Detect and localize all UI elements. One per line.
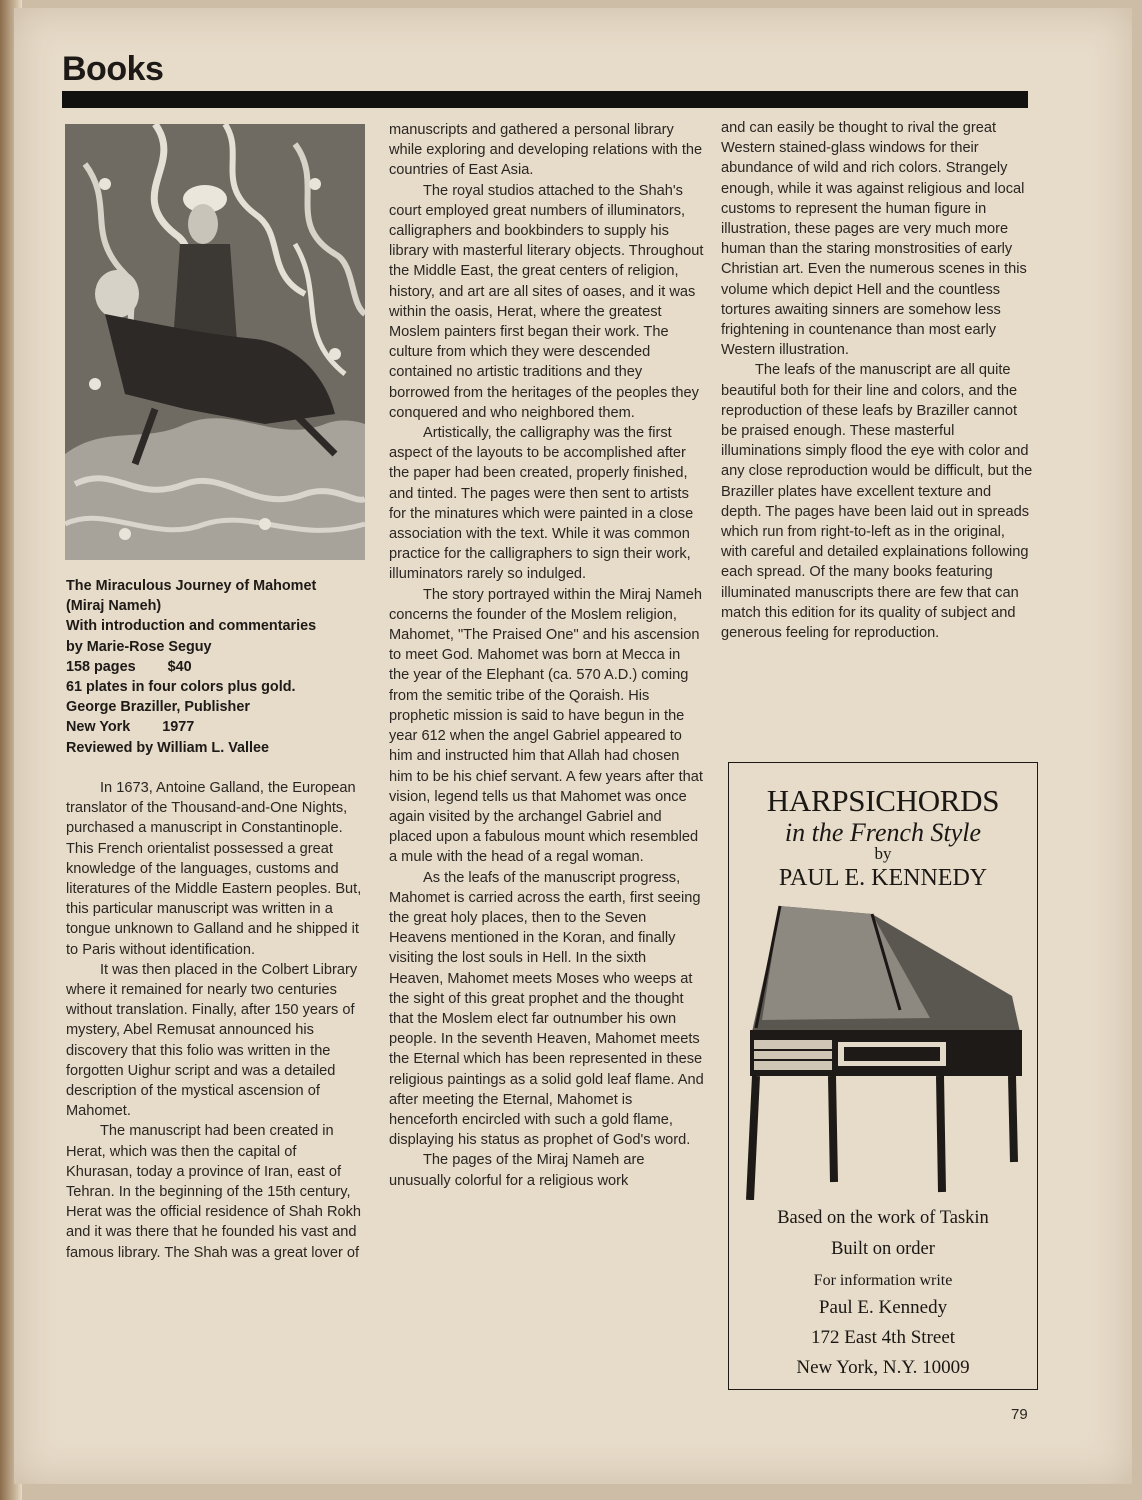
book-place-year: New York 1977 (66, 719, 195, 736)
ad-built-on-order: Built on order (831, 1239, 935, 1259)
page-number: 79 (1011, 1406, 1028, 1423)
article-paragraph: The royal studios attached to the Shah's court employed great numbers of illuminators, calligraphers and bookbinders to supply his library with masterful literary objects. Throughout the Middle East, the great centers of religion, history, and art are all sites of oases, and it was within the oasis, Herat, where the greatest Moslem painters first began their work. The culture from which they were descended contained no artistic traditions and they borrowed from the heritages of the peoples they conquered and who neighbored them. (389, 182, 704, 421)
harpsichord-image (740, 900, 1026, 1200)
miniature-illustration (65, 124, 365, 560)
ad-info: For information write (813, 1272, 953, 1289)
book-credits (66, 576, 366, 758)
miniature-painting-image (65, 124, 365, 560)
article-paragraph: manuscripts and gathered a personal library while exploring and developing relations with the countries of East Asia. (389, 122, 703, 179)
ad-address-city: New York, N.Y. 10009 (796, 1357, 970, 1378)
header-rule (62, 91, 1028, 108)
book-author: by Marie-Rose Seguy (66, 638, 212, 655)
section-title: Books (62, 50, 164, 88)
ad-subline: in the French Style (784, 818, 982, 847)
book-publisher: George Braziller, Publisher (66, 699, 250, 716)
article-paragraph: In 1673, Antoine Galland, the European translator of the Thousand-and-One Nights, purchased a manuscript in Constantinople. This French orientalist possessed a great knowledge of the languages, customs and literatures of the Middle Eastern peoples. But, this particular manuscript was written in a tongue unknown to Galland and he shipped it to Paris without identification. (66, 780, 362, 958)
ad-by: by (874, 844, 892, 863)
article-column-1 (66, 778, 366, 1263)
ad-address-name: Paul E. Kennedy (818, 1297, 948, 1318)
book-reviewer: Reviewed by William L. Vallee (66, 739, 270, 756)
book-pages-price: 158 pages $40 (66, 658, 192, 675)
article-paragraph: The story portrayed within the Miraj Nameh concerns the founder of the Moslem religion, Mahomet, "The Praised One" and his ascension to meet God. Mahomet was born at Mecca in the year of the Elephant (ca. 570 A.D.) coming from the semitic tribe of the Qoraish. His prophetic mission is said to have begun in the year 612 when the angel Gabriel appeared to him and instructed him that Allah had chosen him to be his chief servant. A few years after that vision, legend tells us that Mahomet was once again visited by the archangel Gabriel and placed upon a fabulous mount which resembled a mule with the head of a regal woman. (389, 586, 703, 866)
article-paragraph: The pages of the Miraj Nameh are unusually colorful for a religious work (389, 1152, 645, 1189)
ad-based-on: Based on the work of Taskin (777, 1208, 989, 1228)
article-paragraph: and can easily be thought to rival the great Western stained-glass windows for their abundance of wild and rich colors. Strangely enough, while it was against religious and local customs to represent the human figure in illustration, these pages are very much more human than the staring monstrosities of early Christian art. Even the numerous scenes in this volume which depict Hell and the countless tortures awaiting sinners are somehow less frightening in countenance than most early Western illustration. (721, 120, 1027, 359)
article-paragraph: The leafs of the manuscript are all quite beautiful both for their line and colors, and the reproduction of these leafs by Braziller cannot be praised enough. These masterful illuminations simply flood the eye with color and any close reproduction would be difficult, but the Braziller plates have excellent texture and depth. The pages have been laid out in spreads which run from right-to-left as in the original, with careful and detailed explainations following each spread. Of the many books featuring illuminated manuscripts there are few that can match this edition for its quality of subject and generous feeling for reproduction. (721, 362, 1033, 642)
book-title: The Miraculous Journey of Mahomet (66, 578, 317, 594)
harpsichord-advertisement (728, 762, 1038, 1390)
book-plates: 61 plates in four colors plus gold. (66, 679, 296, 696)
article-column-2 (389, 120, 704, 1191)
ad-maker: PAUL E. KENNEDY (778, 865, 988, 891)
article-paragraph: It was then placed in the Colbert Library where it remained for nearly two centuries without translation. Finally, after 150 years of mystery, Abel Remusat announced his discovery that this folio was written in the forgotten Uighur script and was a detailed description of the mystical ascension of Mahomet. (66, 961, 358, 1120)
article-column-3 (721, 118, 1033, 643)
article-paragraph: As the leafs of the manuscript progress, Mahomet is carried across the earth, first seeing the great holy places, then to the Seven Heavens mentioned in the Koran, and finally visiting the lost souls in Hell. In the sixth Heaven, Mahomet meets Moses who weeps at the sight of this great prophet and the thought that the Moslem elect far outnumber his own people. In the seventh Heaven, Mahomet meets the Eternal which has been represented in these religious paintings as a solid gold leaf flame. And after meeting the Eternal, Mahomet is henceforth encircled with such a gold flame, displaying his status as prophet of God's word. (389, 869, 704, 1149)
ad-address-street: 172 East 4th Street (810, 1327, 956, 1348)
ad-headline: HARPSICHORDS (766, 783, 1000, 818)
book-intro-line: With introduction and commentaries (66, 618, 317, 635)
book-subtitle: (Miraj Nameh) (66, 598, 162, 615)
article-paragraph: The manuscript had been created in Herat, which was then the capital of Khurasan, today a province of Iran, east of Tehran. In the beginning of the 15th century, Herat was the official residence of Shah Rokh and it was there that he founded his vast and famous library. The Shah was a great lover of (66, 1123, 362, 1261)
article-paragraph: Artistically, the calligraphy was the first aspect of the layouts to be accomplished after the paper had been created, properly finished, and tinted. The pages were then sent to artists for the minatures which were painted in a close association with the text. While it was common practice for the calligraphers to sign their work, illuminators rarely so indulged. (389, 425, 694, 583)
